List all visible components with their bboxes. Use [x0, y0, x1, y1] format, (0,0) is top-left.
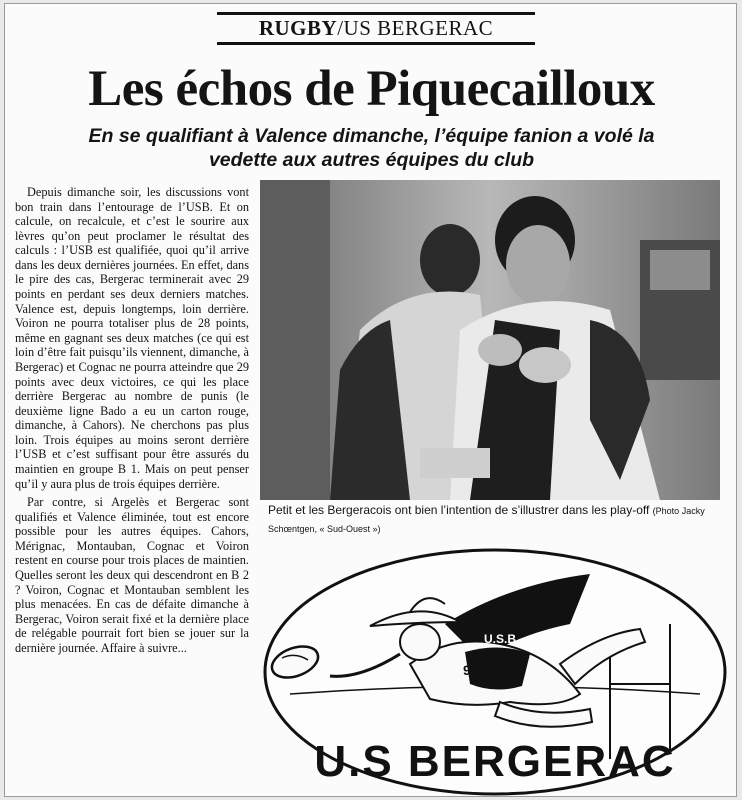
club-name: U.S BERGERAC	[314, 737, 676, 786]
photo-credit: (Photo Jacky Schœntgen, « Sud-Ouest »)	[268, 506, 705, 534]
logo-illustration	[260, 544, 730, 797]
jersey-number: 9	[463, 662, 471, 678]
newspaper-clipping	[4, 3, 737, 797]
article-paragraph: Par contre, si Argelès et Bergerac sont qualifiés et Valence éliminée, tout est encore possible pour les autres équipes. Cahors, Mérignac, Montauban, Cognac et Voiron restent en course pour trois places de maintien. Quelles seront les deux qui descendront en B 2 ? Voiron, Cognac et Montauban semblent les plus menacées. En cas de défaite dimanche à Bergerac, Voiron serait fixé et la dernière place de relégable pourrait fort bien se jouer sur la dernière journée. Affaire à suivre...	[15, 495, 249, 655]
kicker-sport: RUGBY	[258, 16, 338, 40]
caption-text: Petit et les Bergeracois ont bien l’intention de s’illustrer dans les play-off	[268, 503, 650, 517]
subhead-line-1: En se qualifiant à Valence dimanche, l’équipe fanion a volé la	[88, 125, 655, 147]
subhead-line-2: vedette aux autres équipes du club	[208, 149, 535, 171]
team-photo	[260, 180, 720, 500]
article-body	[15, 185, 249, 656]
headline: Les échos de Piquecailloux	[88, 61, 655, 117]
article-paragraph: Depuis dimanche soir, les discussions vont bon train dans l’entourage de l’USB. Et on calcule, on recalcule, et c’est le sourire aux lèvres qu’on peut proclamer le résultat des calculs : l’USB est qualifiée, quoi qu’il arrive dans les deux dernières journées. En effet, dans le pire des cas, Bergerac terminerait avec 29 points en perdant ses deux derniers matches. Valence est, depuis longtemps, loin derrière. Voiron ne pourra totaliser plus de 28 points, même en gagnant ses deux matches (ce qui est loin d’être fait puisqu’ils viennent, dimanche, à Bergerac) et Cognac ne pourra atteindre que 29 points avec deux victoires, ce qui les place derrière Bergerac au nombre de punis (le deuxième ligne Bado a eu un carton rouge, dimanche, à Cahors). Ne cherchons pas plus loin. Trois équipes au moins seront derrière l’USB et c’est suffisant pour être assurés du maintien en groupe B 1. Mais on peut penser qu’il y aura plus de trois équipes derrière.	[15, 185, 249, 491]
jersey-text: U.S.B	[484, 632, 517, 646]
photo-image	[260, 180, 720, 500]
club-logo	[260, 544, 730, 797]
photo-caption	[268, 502, 733, 538]
kicker-club: /US BERGERAC	[337, 16, 494, 40]
section-kicker	[217, 12, 535, 45]
subheadline	[15, 124, 728, 172]
